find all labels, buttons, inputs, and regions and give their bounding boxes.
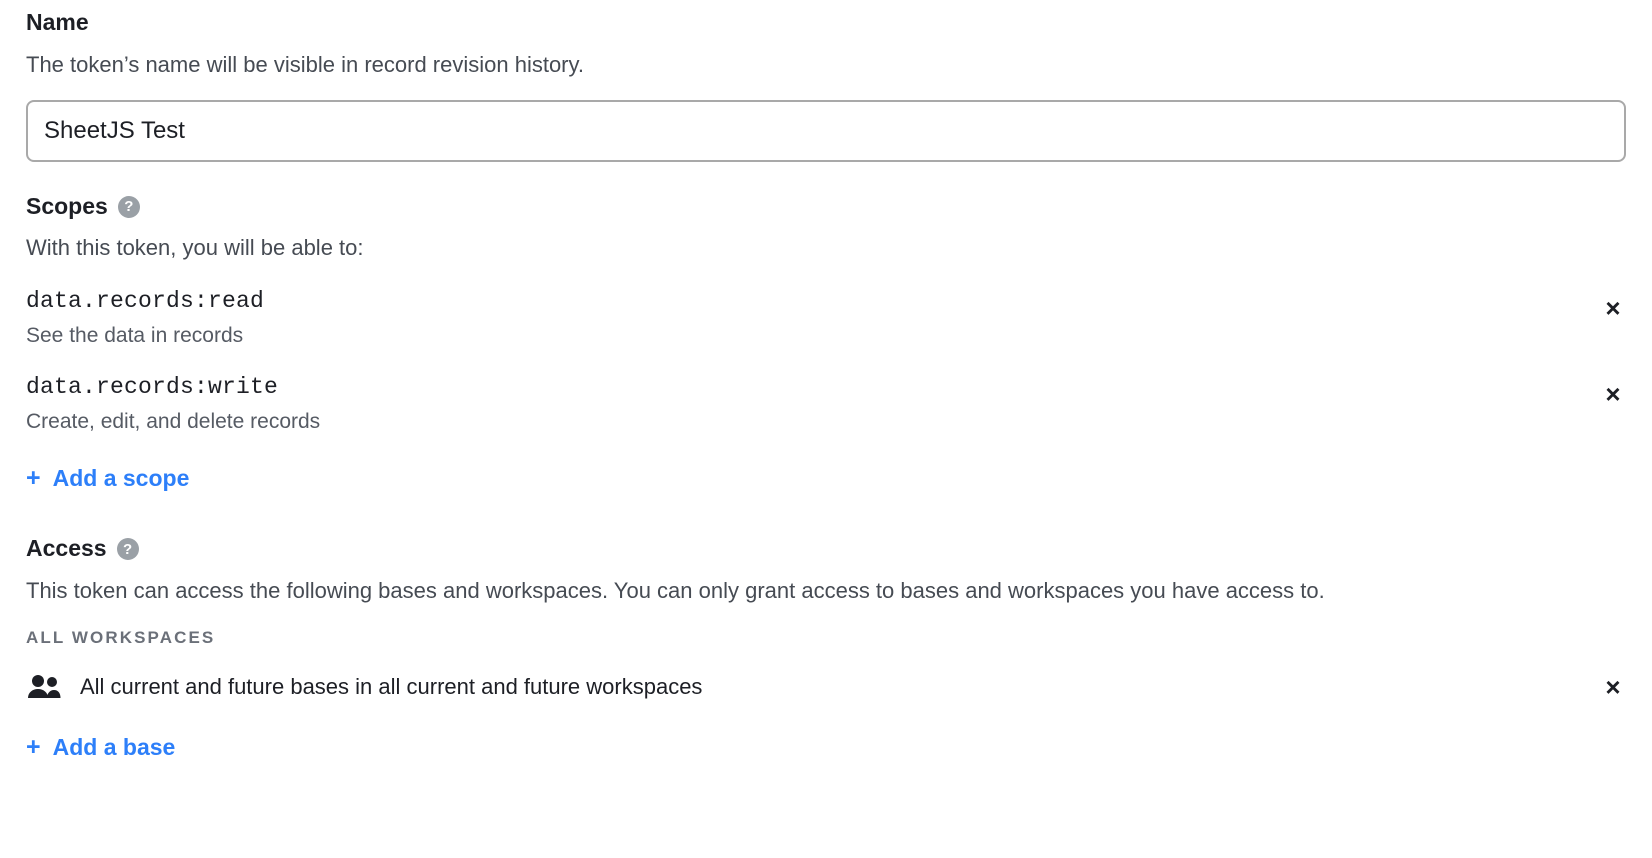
scopes-heading [26, 192, 1626, 222]
remove-scope-button[interactable]: × [1605, 379, 1621, 410]
name-helper-text: The token’s name will be visible in record revision history. [26, 51, 584, 77]
add-scope-button[interactable] [26, 465, 189, 492]
scope-description: See the data in records [26, 323, 244, 347]
people-icon [26, 674, 62, 700]
remove-scope-button[interactable]: × [1605, 293, 1621, 324]
access-item-label: All current and future bases in all current and future workspaces [80, 673, 703, 699]
access-section [26, 534, 1626, 761]
name-label: Name [26, 9, 89, 35]
plus-icon: + [26, 464, 41, 493]
access-heading [26, 534, 1626, 564]
remove-access-button[interactable]: × [1605, 671, 1621, 702]
token-name-input[interactable] [26, 100, 1626, 162]
help-icon[interactable]: ? [118, 196, 140, 218]
access-label: Access [26, 535, 107, 562]
add-base-button[interactable] [26, 734, 175, 761]
scopes-section [26, 192, 1626, 493]
access-list-item [26, 670, 1626, 704]
help-icon[interactable]: ? [117, 538, 139, 560]
add-scope-label: Add a scope [52, 465, 190, 492]
scopes-helper-text: With this token, you will be able to: [26, 235, 364, 261]
plus-icon: + [26, 732, 41, 761]
name-section [26, 8, 1626, 162]
all-workspaces-group-label: ALL WORKSPACES [26, 627, 216, 647]
access-description: This token can access the following bases and workspaces. You can only grant access to bases and workspaces you have access to. [26, 578, 1325, 604]
scope-name: data.records:read [26, 288, 265, 315]
scopes-label: Scopes [26, 192, 108, 219]
scope-list-item [26, 373, 1626, 435]
scope-name: data.records:write [26, 374, 279, 401]
add-base-label: Add a base [52, 733, 176, 760]
scope-description: Create, edit, and delete records [26, 409, 321, 433]
scope-list-item [26, 287, 1626, 349]
